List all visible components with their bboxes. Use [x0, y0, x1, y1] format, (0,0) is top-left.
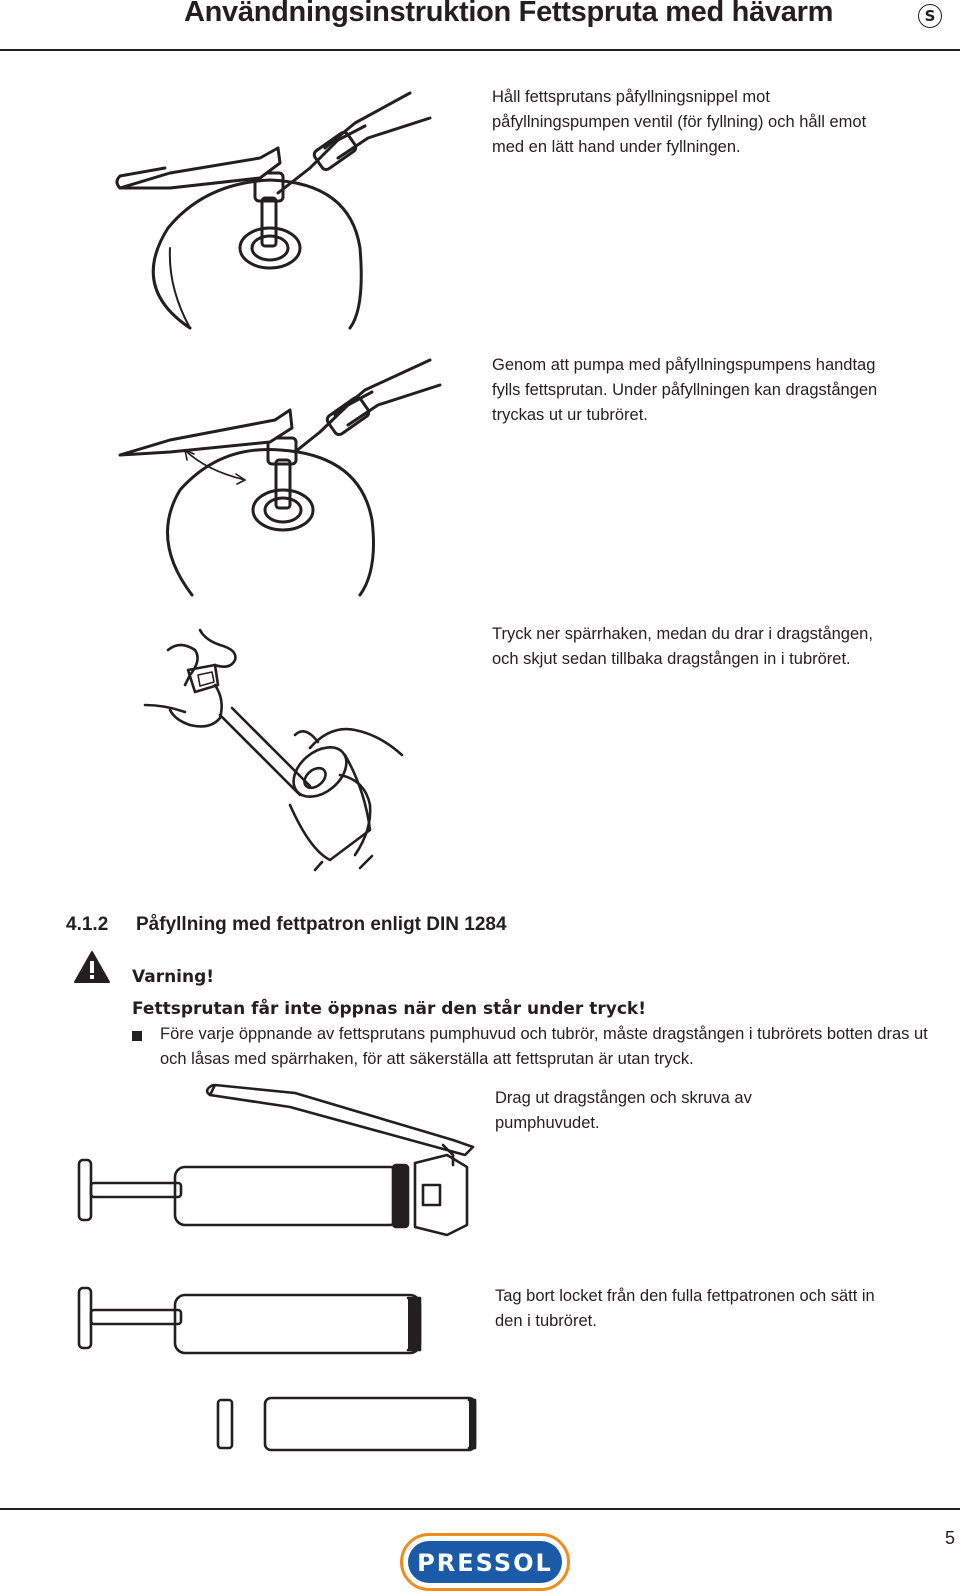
bullet-marker: [132, 1031, 142, 1041]
section-number: 4.1.2: [66, 914, 109, 935]
step-4-text: Drag ut dragstången och skruva av pumphuvudet.: [495, 1089, 752, 1132]
step-3-text: Tryck ner spärrhaken, medan du drar i dragstången, och skjut sedan tillbaka dragstången in i tubröret.: [492, 625, 873, 668]
warning-bullet-text: Före varje öppnande av fettsprutans pumphuvud och tubrör, måste dragstången i tubrörets botten dras ut och låsas med spärrhaken, för att säkerställa att fettsprutan är utan tryck.: [160, 1025, 928, 1068]
illustration-filling-pump: [110, 88, 450, 333]
footer-divider: [0, 1508, 960, 1510]
illustration-insert-cartridge: [75, 1280, 485, 1455]
language-badge: S: [918, 4, 942, 28]
page-title: Användningsinstruktion Fettspruta med hävarm: [184, 0, 834, 28]
warning-icon: [74, 951, 110, 983]
warning-label: Varning!: [132, 967, 215, 987]
illustration-pull-rod: [140, 630, 410, 870]
page-number: 5: [945, 1528, 956, 1548]
illustration-unscrew-head: [75, 1085, 485, 1235]
step-2-text: Genom att pumpa med påfyllningspumpens handtag fylls fettsprutan. Under påfyllningen kan dragstången tryckas ut ur tubröret.: [492, 356, 878, 424]
logo-text: PRESSOL: [417, 1549, 553, 1577]
title-divider: [0, 49, 960, 51]
section-heading: [66, 914, 507, 936]
section-title: Påfyllning med fettpatron enligt DIN 1284: [136, 914, 507, 935]
pressol-logo: [400, 1533, 570, 1591]
warning-text: Fettsprutan får inte öppnas när den står under tryck!: [132, 999, 646, 1019]
step-5-text: Tag bort locket från den fulla fettpatronen och sätt in den i tubröret.: [495, 1287, 875, 1330]
illustration-pumping: [110, 360, 450, 600]
step-1-text: Håll fettsprutans påfyllningsnippel mot påfyllningspumpen ventil (för fyllning) och håll emot med en lätt hand under fyllningen.: [492, 88, 867, 156]
